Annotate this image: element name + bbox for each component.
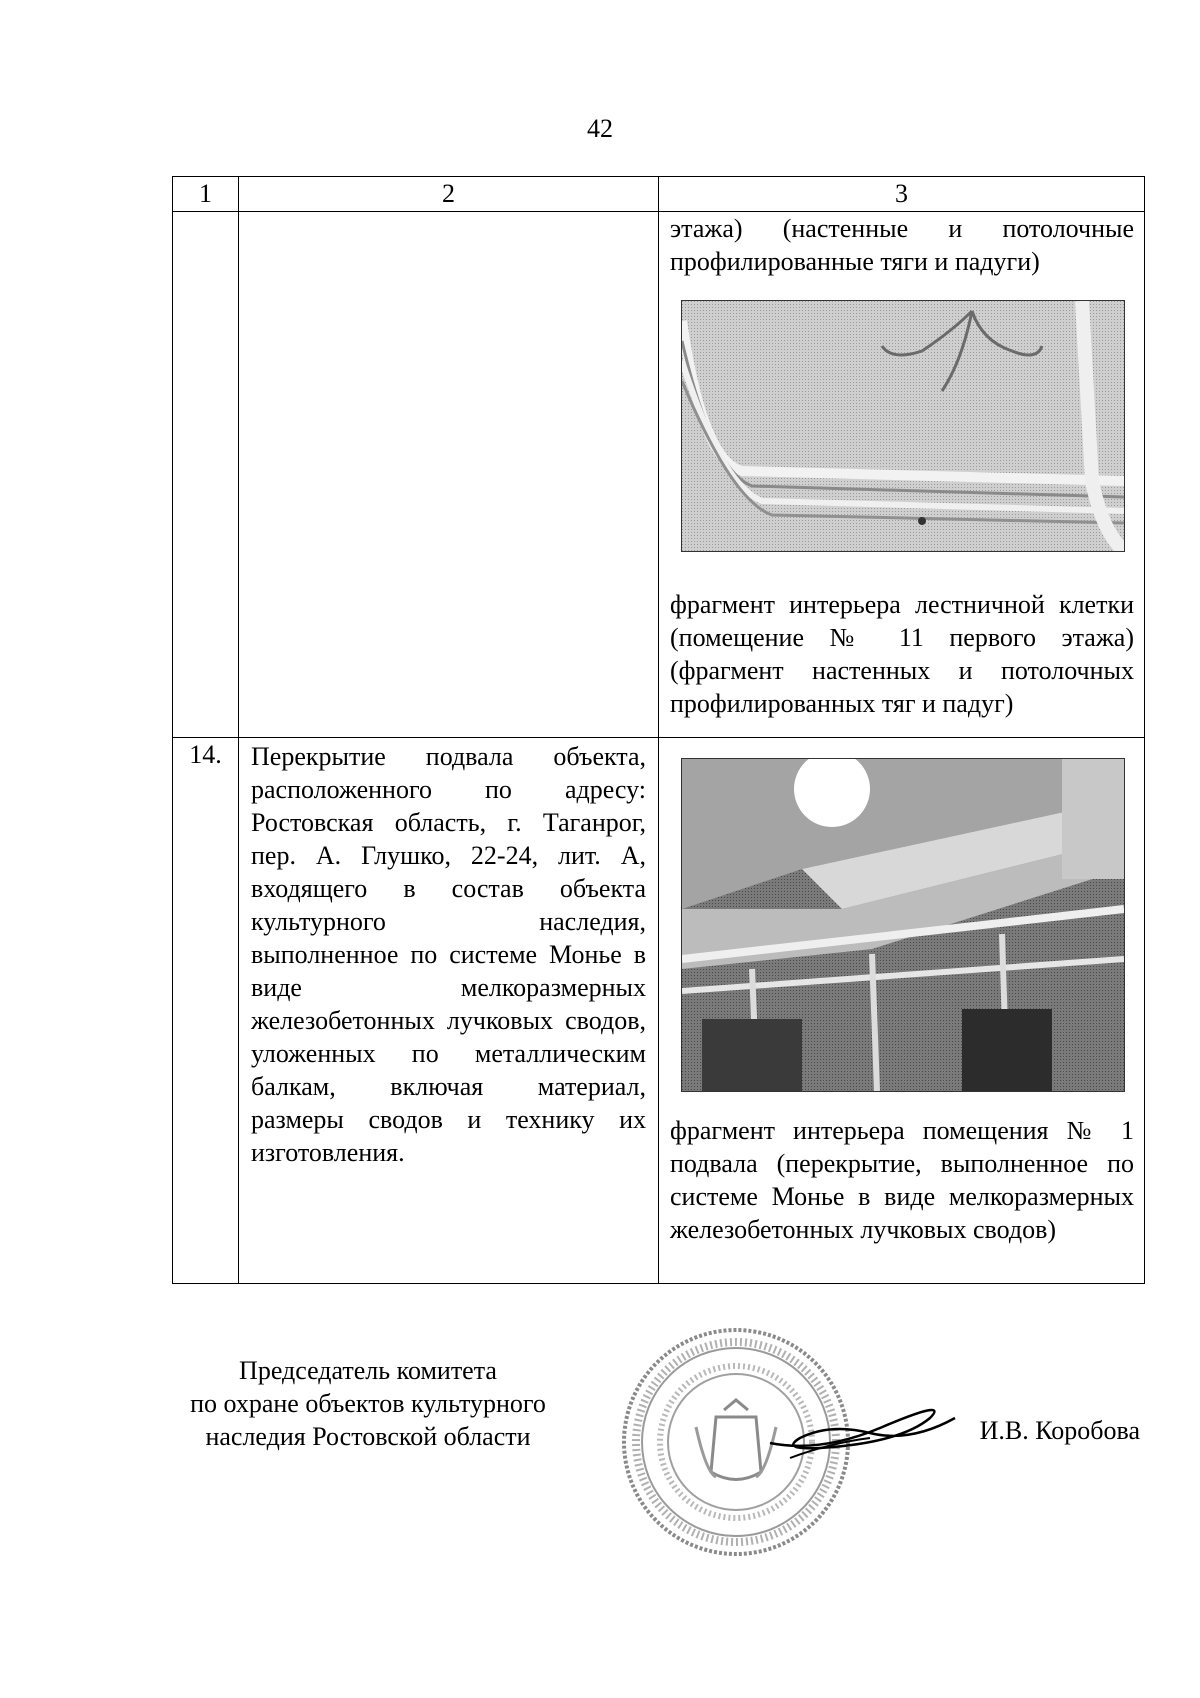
row-14-caption: фрагмент интерьера помещения № 1 подвала (перекрытие, выполненное по системе Монье в виде мелкоразмерных железобетонных лучковых сводов) [670,1116,1134,1244]
header-col-2: 2 [239,177,659,212]
row-cont-caption: фрагмент интерьера лестничной клетки (помещение № 11 первого этажа) (фрагмент настенных и потолочных профилированных тяг и падуг) [670,590,1134,718]
signatory-title-line-2: по охране объектов культурного [190,1389,546,1418]
basement-vault-photo [681,758,1125,1092]
row-cont-description-cell [239,212,659,738]
table-row-14 [173,738,1145,1284]
row-14-photo-cell [659,738,1145,1284]
row-cont-top-text: этажа) (настенные и потолочные профилированные тяги и падуги) [670,214,1134,276]
signatory-title-line-3: наследия Ростовской области [205,1422,531,1451]
row-cont-number-cell [173,212,239,738]
table-header-row [173,177,1145,212]
handwritten-signature [760,1398,960,1468]
signatory-name: И.В. Коробова [979,1416,1140,1445]
row-14-description: Перекрытие подвала объекта, расположенного по адресу: Ростовская область, г. Таганрог, пер. А. Глушко, 22-24, лит. А, входящего в состав объекта культурного наследия, выполненное по системе Монье в виде мелкоразмерных железобетонных лучковых сводов, уложенных по металлическим балкам, включая материал, размеры сводов и технику их изготовления. [251,742,646,1167]
page-number: 42 [587,114,613,143]
signatory-title-line-1: Председатель комитета [239,1356,497,1385]
ceiling-cornice-photo [681,300,1125,552]
objects-table [172,176,1145,1284]
header-col-1: 1 [173,177,239,212]
row-14-number: 14. [173,738,239,1284]
row-14-description-cell [239,738,659,1284]
header-col-3: 3 [659,177,1145,212]
signatory-title [158,1354,578,1453]
table-row-continuation [173,212,1145,738]
row-cont-photo-cell [659,212,1145,738]
